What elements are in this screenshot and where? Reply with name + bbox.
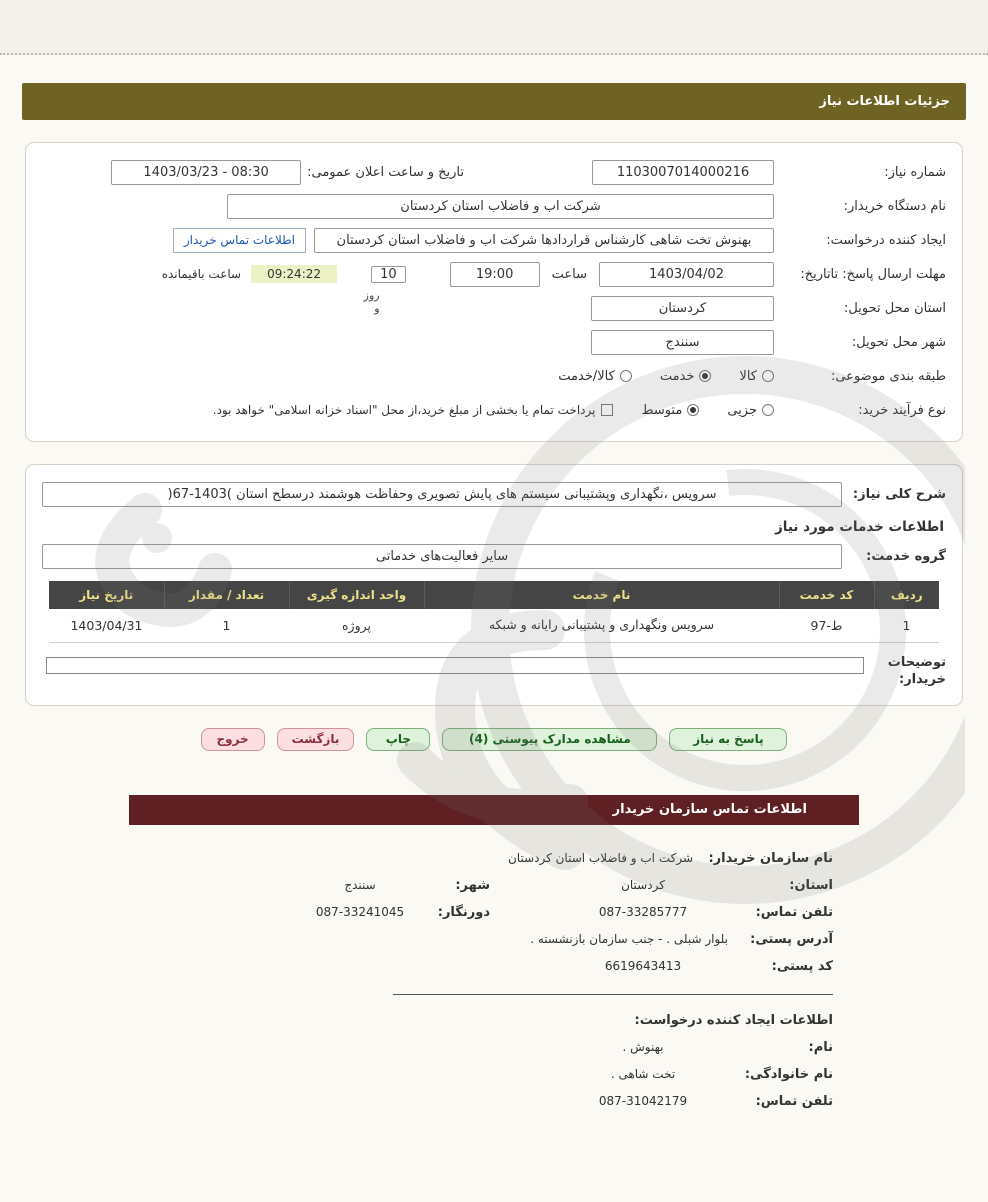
contact-phone-label: تلفن تماس: bbox=[755, 904, 833, 920]
subject-category-row bbox=[42, 361, 946, 391]
need-number-value: 1103007014000216 bbox=[592, 160, 774, 185]
announce-datetime-label: تاریخ و ساعت اعلان عمومی: bbox=[307, 164, 464, 180]
goods-radio[interactable] bbox=[762, 370, 774, 382]
creator-phone-label: تلفن تماس: bbox=[755, 1093, 833, 1109]
contact-address-row bbox=[233, 932, 833, 947]
contact-org-label: نام سازمان خریدار: bbox=[708, 850, 833, 866]
need-desc-row bbox=[42, 479, 946, 509]
print-button[interactable]: چاپ bbox=[366, 728, 430, 751]
process-option-medium bbox=[641, 403, 699, 418]
treasury-note-text: پرداخت تمام یا بخشی از مبلغ خرید،از محل "اسناد خزانه اسلامی" خواهد بود. bbox=[212, 403, 596, 417]
buyer-contact-link[interactable]: اطلاعات تماس خریدار bbox=[173, 228, 306, 253]
services-table bbox=[49, 581, 939, 643]
contact-postal-row bbox=[233, 959, 833, 974]
service-radio-label: خدمت bbox=[659, 368, 695, 384]
creator-lname-value: تخت شاهی . bbox=[610, 1067, 676, 1082]
creator-fname-value: بهنوش . bbox=[622, 1040, 664, 1055]
purchase-process-row bbox=[42, 395, 946, 425]
creator-lname-label: نام خانوادگی: bbox=[744, 1066, 833, 1082]
contact-header-bar bbox=[129, 795, 859, 825]
deadline-label: مهلت ارسال پاسخ: تاتاریخ: bbox=[800, 266, 946, 282]
contact-postal-label: کد پستی: bbox=[771, 958, 833, 974]
contact-city-value: سنندج bbox=[344, 878, 376, 893]
header-unit: واحد اندازه گیری bbox=[289, 581, 424, 609]
buyer-org-row bbox=[42, 191, 946, 221]
cell-service-name: سرویس ونگهداری و پشتیبانی رایانه و شبکه bbox=[424, 609, 779, 642]
cell-need-date: 1403/04/31 bbox=[49, 609, 164, 642]
cell-service-code: ط-97 bbox=[779, 609, 874, 642]
need-info-panel bbox=[25, 142, 963, 442]
delivery-city-label: شهر محل تحویل: bbox=[851, 334, 946, 350]
contact-fax-label: دورنگار: bbox=[437, 904, 490, 920]
exit-button[interactable]: خروج bbox=[201, 728, 265, 751]
treasury-checkbox[interactable] bbox=[601, 404, 613, 416]
page-header-bar bbox=[22, 83, 966, 120]
process-option-minor bbox=[727, 403, 774, 418]
remaining-time-label: ساعت باقیمانده bbox=[161, 267, 242, 281]
services-panel bbox=[25, 464, 963, 706]
creator-phone-value: 087-31042179 bbox=[598, 1094, 688, 1109]
need-desc-value bbox=[42, 482, 842, 507]
contact-city-label: شهر: bbox=[455, 877, 490, 893]
delivery-province-row bbox=[42, 293, 946, 323]
medium-radio-label: متوسط bbox=[641, 402, 683, 418]
cell-quantity: 1 bbox=[164, 609, 289, 642]
goods-service-radio[interactable] bbox=[620, 370, 632, 382]
buyer-notes-input[interactable] bbox=[46, 657, 864, 674]
service-group-value: سایر فعالیت‌های خدماتی bbox=[42, 544, 842, 569]
delivery-province-label: استان محل تحویل: bbox=[844, 300, 946, 316]
contact-divider bbox=[393, 994, 833, 995]
services-table-header bbox=[49, 581, 939, 609]
cell-row-number: 1 bbox=[874, 609, 939, 642]
need-number-label: شماره نیاز: bbox=[884, 164, 946, 180]
creator-fname-label: نام: bbox=[808, 1039, 833, 1055]
creator-value: بهنوش تخت شاهی کارشناس قراردادها شرکت اب و فاضلاب استان کردستان bbox=[314, 228, 774, 253]
need-desc-label: شرح کلی نیاز: bbox=[852, 486, 946, 502]
respond-to-need-button[interactable]: پاسخ به نیاز bbox=[669, 728, 787, 751]
contact-phone-value: 087-33285777 bbox=[598, 905, 688, 920]
contact-org-value: شرکت اب و فاضلاب استان کردستان bbox=[507, 851, 693, 866]
buyer-org-label: نام دستگاه خریدار: bbox=[843, 198, 946, 214]
contact-province-value: کردستان bbox=[621, 878, 665, 893]
creator-phone-row bbox=[233, 1094, 833, 1109]
deadline-days-wrap bbox=[363, 263, 406, 315]
goods-service-radio-label: کالا/خدمت bbox=[558, 368, 615, 384]
need-desc-text: سرویس ،نگهداری وپشتیبانی سیستم های پایش تصویری وحفاظت هوشمند درسطح استان bbox=[236, 486, 717, 502]
contact-fax-value: 087-33241045 bbox=[315, 905, 405, 920]
category-option-service bbox=[660, 369, 712, 384]
view-attachments-button[interactable]: مشاهده مدارک پیوستی (4) bbox=[442, 728, 657, 751]
deadline-days-value: 10 bbox=[371, 266, 406, 283]
contact-header-title: اطلاعات تماس سازمان خریدار bbox=[612, 801, 807, 817]
header-service-name: نام خدمت bbox=[424, 581, 779, 609]
header-service-code: کد خدمت bbox=[779, 581, 874, 609]
goods-radio-label: کالا bbox=[739, 368, 757, 384]
buyer-notes-label: توضیحات خریدار: bbox=[887, 654, 946, 687]
buyer-org-value: شرکت اب و فاضلاب استان کردستان bbox=[227, 194, 774, 219]
contact-address-label: آدرس پستی: bbox=[750, 931, 833, 947]
header-quantity: تعداد / مقدار bbox=[164, 581, 289, 609]
minor-radio-label: جزیی bbox=[727, 402, 757, 418]
creator-fname-row bbox=[233, 1040, 833, 1055]
delivery-province-value: کردستان bbox=[591, 296, 774, 321]
purchase-process-label: نوع فرآیند خرید: bbox=[858, 402, 946, 418]
contact-location-row bbox=[233, 878, 833, 893]
delivery-city-value: سنندج bbox=[591, 330, 774, 355]
back-button[interactable]: بازگشت bbox=[277, 728, 355, 751]
creator-label: ایجاد کننده درخواست: bbox=[826, 232, 946, 248]
contact-province-label: استان: bbox=[789, 877, 833, 893]
delivery-city-row bbox=[42, 327, 946, 357]
need-number-row bbox=[42, 157, 946, 187]
deadline-days-label: روز و bbox=[363, 288, 380, 315]
action-buttons-row bbox=[0, 728, 988, 751]
remaining-time-value: 09:24:22 bbox=[251, 265, 337, 283]
services-section-title: اطلاعات خدمات مورد نیاز bbox=[774, 519, 944, 535]
contact-postal-value: 6619643413 bbox=[604, 959, 682, 974]
contact-phone-row bbox=[233, 905, 833, 920]
contact-section bbox=[233, 851, 833, 1109]
header-row-number: ردیف bbox=[874, 581, 939, 609]
minor-radio[interactable] bbox=[762, 404, 774, 416]
deadline-time-value: 19:00 bbox=[450, 262, 540, 287]
contact-address-value: بلوار شبلی . - جنب سازمان بازنشسته . bbox=[530, 932, 728, 947]
table-row bbox=[49, 609, 939, 642]
service-group-label: گروه خدمت: bbox=[866, 548, 946, 564]
need-desc-code: )67-1403( bbox=[167, 486, 232, 502]
creator-info-title: اطلاعات ایجاد کننده درخواست: bbox=[634, 1012, 833, 1028]
buyer-notes-row bbox=[42, 655, 946, 689]
top-strip bbox=[0, 0, 988, 55]
page-title: جزئیات اطلاعات نیاز bbox=[819, 94, 950, 109]
creator-row bbox=[42, 225, 946, 255]
contact-org-row bbox=[233, 851, 833, 866]
medium-radio[interactable] bbox=[687, 404, 699, 416]
announce-datetime-value: 1403/03/23 - 08:30 bbox=[111, 160, 301, 185]
deadline-date-value: 1403/04/02 bbox=[599, 262, 774, 287]
category-option-goods bbox=[739, 369, 774, 384]
creator-lname-row bbox=[233, 1067, 833, 1082]
subject-category-label: طبقه بندی موضوعی: bbox=[830, 368, 946, 384]
cell-unit: پروژه bbox=[289, 609, 424, 642]
service-group-row bbox=[42, 541, 946, 571]
header-need-date: تاریخ نیاز bbox=[49, 581, 164, 609]
deadline-hour-label: ساعت bbox=[551, 266, 587, 282]
service-radio[interactable] bbox=[699, 370, 711, 382]
category-option-goods-service bbox=[558, 369, 632, 384]
